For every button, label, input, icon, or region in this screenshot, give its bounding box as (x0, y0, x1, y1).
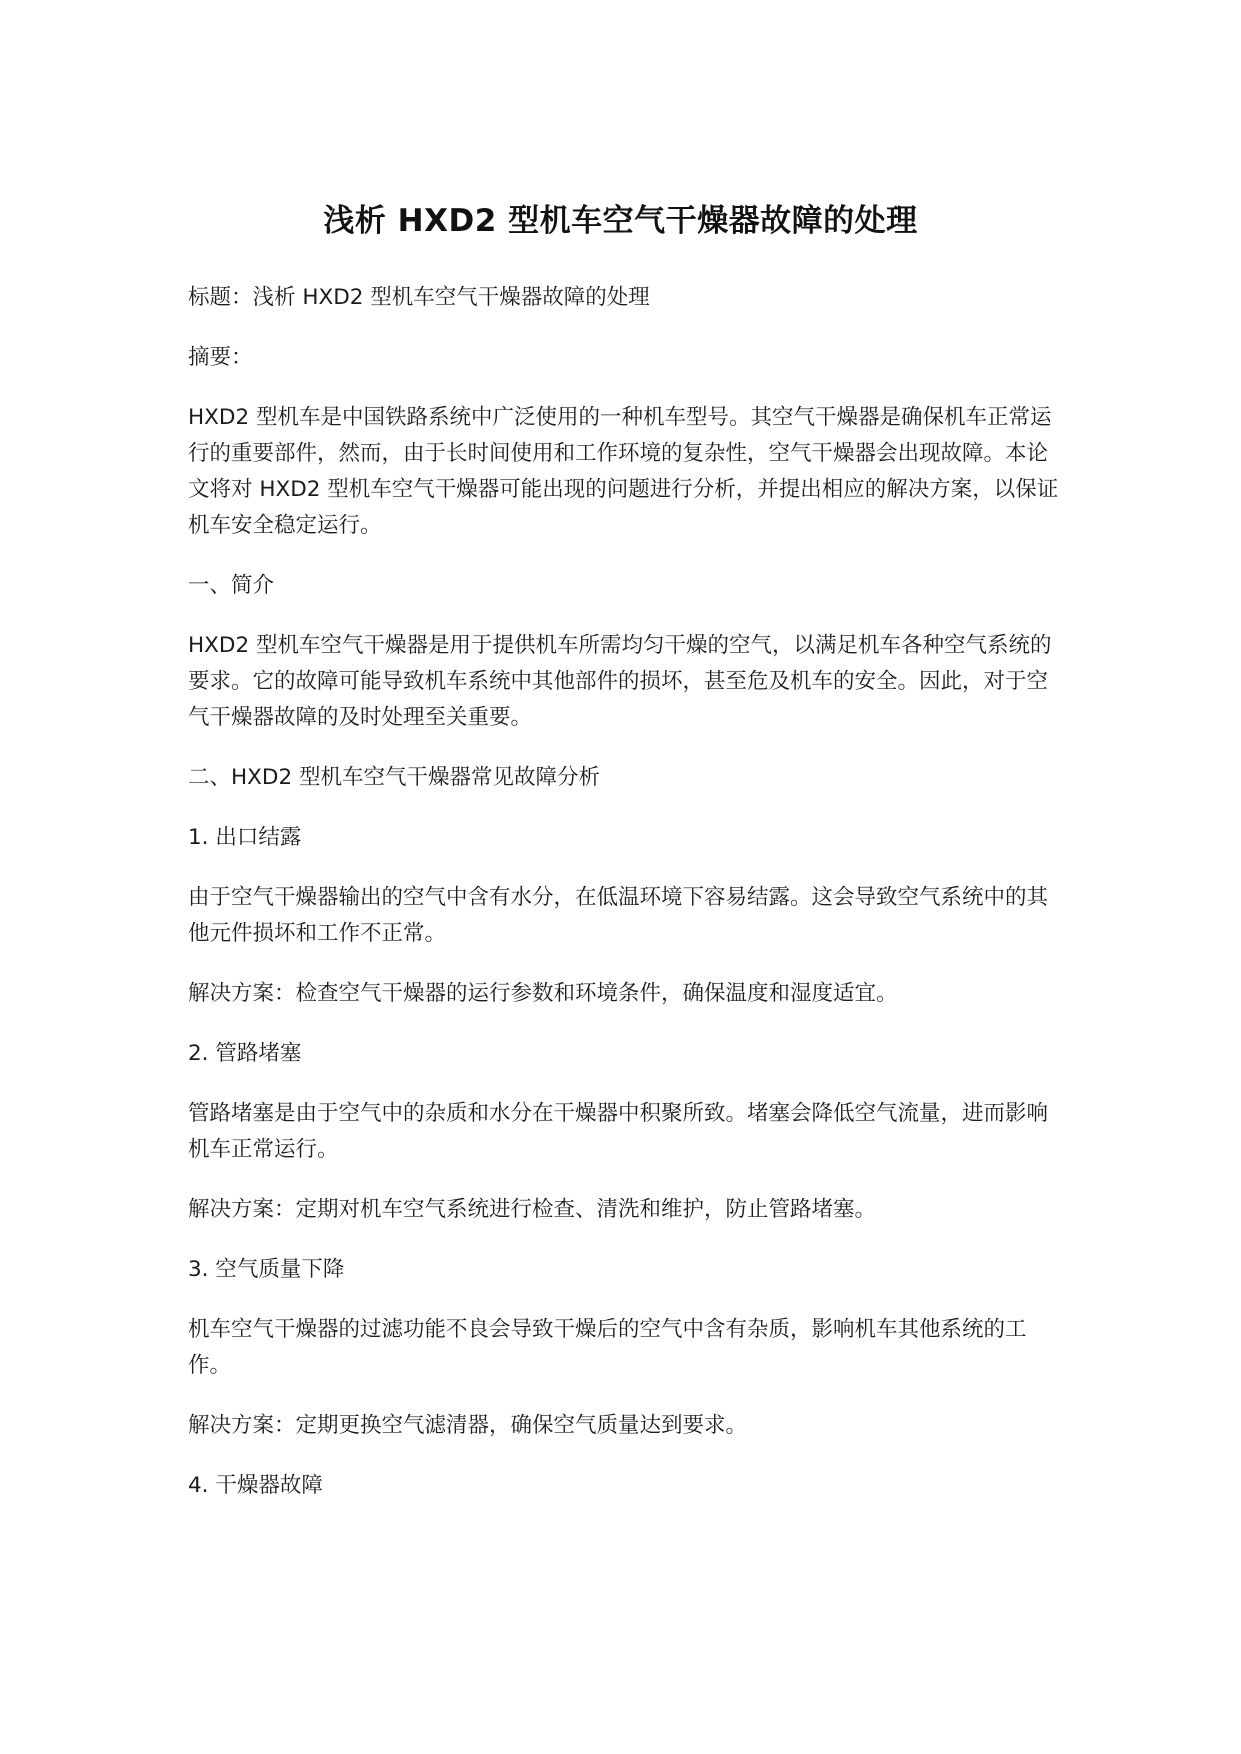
abstract-heading: 摘要： (188, 345, 253, 370)
fault-solution-1: 解决方案：检查空气干燥器的运行参数和环境条件，确保温度和湿度适宜。 (188, 981, 898, 1006)
document-body (188, 280, 1060, 1528)
abstract-paragraph: HXD2 型机车是中国铁路系统中广泛使用的一种机车型号。其空气干燥器是确保机车正常运行的重要部件，然而，由于长时间使用和工作环境的复杂性，空气干燥器会出现故障。本论文将对 HXD2 型机车空气干燥器可能出现的问题进行分析，并提出相应的解决方案，以保证机车安全稳定运行。 (188, 405, 1059, 538)
section-heading-faults: 二、HXD2 型机车空气干燥器常见故障分析 (188, 765, 600, 790)
fault-description-3: 机车空气干燥器的过滤功能不良会导致干燥后的空气中含有杂质，影响机车其他系统的工作。 (188, 1317, 1027, 1378)
fault-solution-2: 解决方案：定期对机车空气系统进行检查、清洗和维护，防止管路堵塞。 (188, 1197, 877, 1222)
intro-paragraph: HXD2 型机车空气干燥器是用于提供机车所需均匀干燥的空气，以满足机车各种空气系统的要求。它的故障可能导致机车系统中其他部件的损坏，甚至危及机车的安全。因此，对于空气干燥器故障的及时处理至关重要。 (188, 633, 1052, 730)
fault-heading-3: 3. 空气质量下降 (188, 1257, 345, 1282)
fault-description-2: 管路堵塞是由于空气中的杂质和水分在干燥器中积聚所致。堵塞会降低空气流量，进而影响机车正常运行。 (188, 1101, 1049, 1162)
fault-solution-3: 解决方案：定期更换空气滤清器，确保空气质量达到要求。 (188, 1413, 748, 1438)
document-title: 浅析 HXD2 型机车空气干燥器故障的处理 (323, 202, 918, 239)
section-heading-intro: 一、简介 (188, 573, 275, 598)
fault-heading-4: 4. 干燥器故障 (188, 1473, 323, 1498)
fault-heading-2: 2. 管路堵塞 (188, 1041, 302, 1066)
fault-description-1: 由于空气干燥器输出的空气中含有水分，在低温环境下容易结露。这会导致空气系统中的其他元件损坏和工作不正常。 (188, 885, 1049, 946)
fault-heading-1: 1. 出口结露 (188, 825, 302, 850)
subject-line: 标题：浅析 HXD2 型机车空气干燥器故障的处理 (188, 285, 650, 310)
